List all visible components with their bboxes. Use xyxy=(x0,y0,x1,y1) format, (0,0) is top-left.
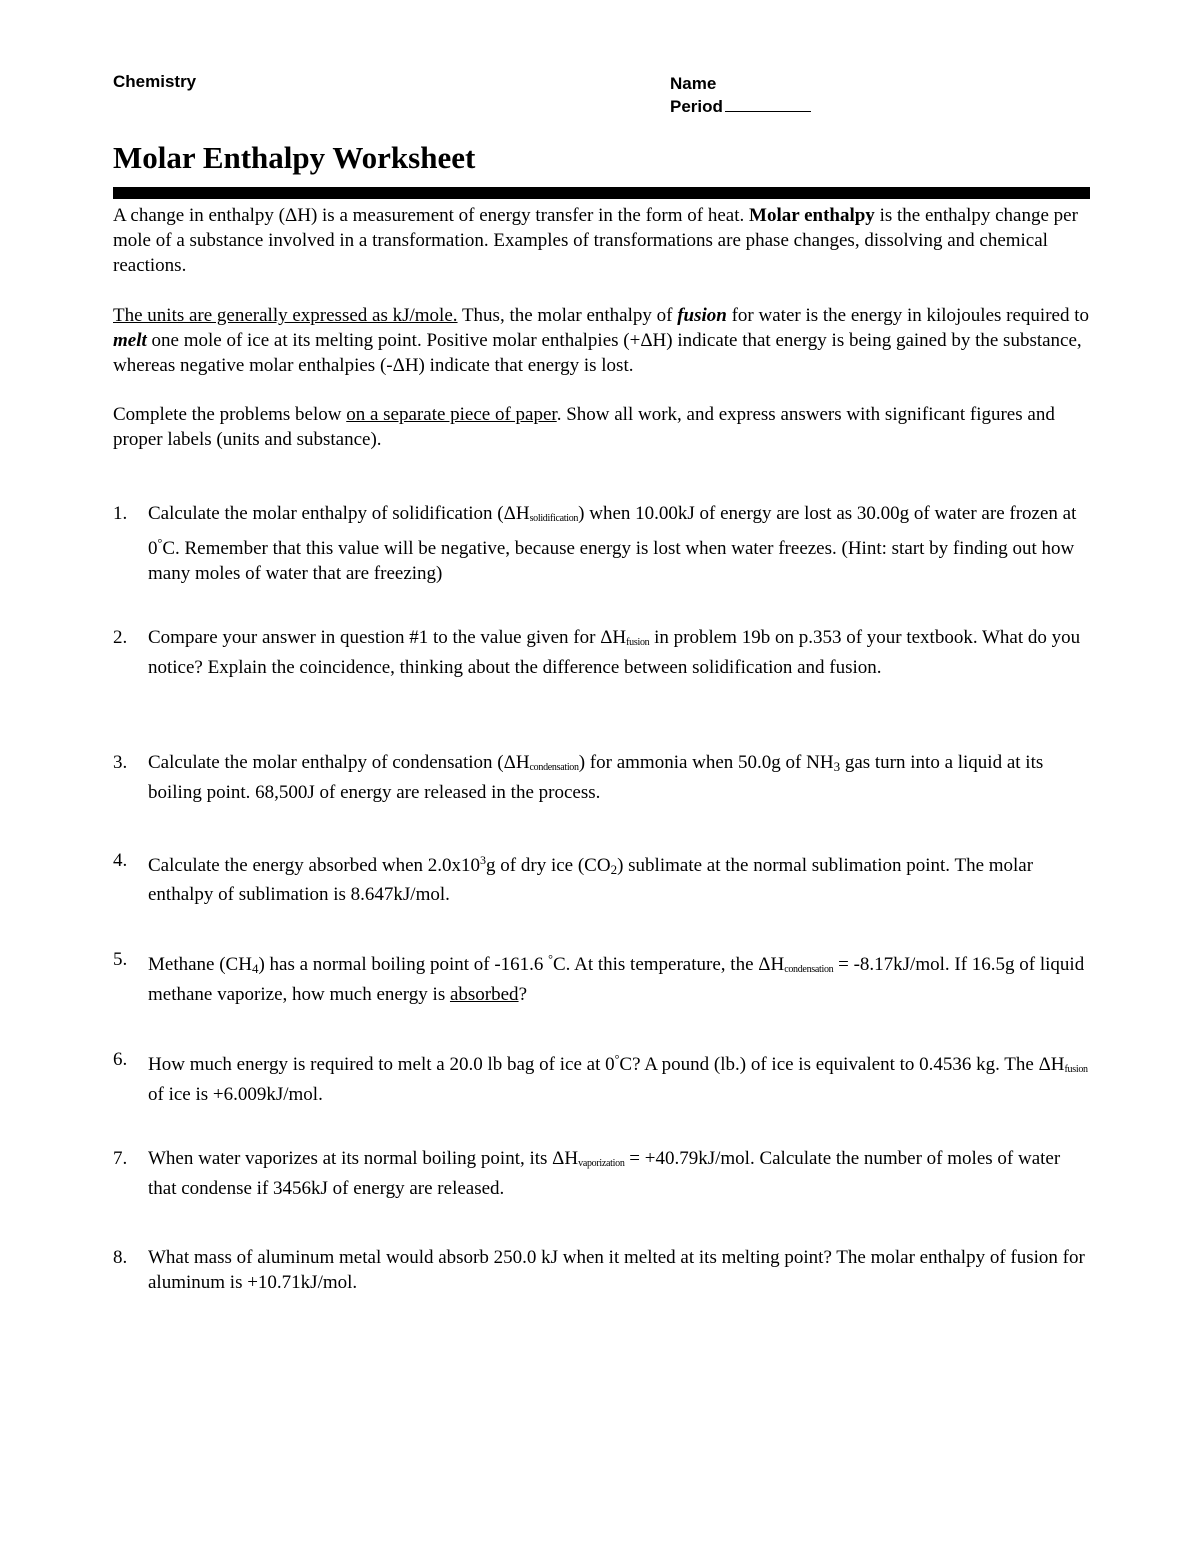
question-number: 7. xyxy=(113,1148,128,1169)
intro-paragraph-3: Complete the problems below on a separate piece of paper. Show all work, and express answers with significant figures and proper labels (units and substance). xyxy=(113,404,1055,450)
page-title: Molar Enthalpy Worksheet xyxy=(113,140,476,175)
question-number: 5. xyxy=(113,949,128,970)
question-number: 3. xyxy=(113,752,128,773)
subject-label: Chemistry xyxy=(113,72,197,91)
question-text: Calculate the energy absorbed when $2.0x10^3g$ of dry ice $(CO_2)$ sublimate at the normal sublimation point. The molar enthalpy of sublimation is 8.647kJ/mol. xyxy=(148,853,1034,905)
question-3 xyxy=(113,750,1088,805)
title-rule xyxy=(113,187,1090,199)
question-number: 8. xyxy=(113,1247,128,1268)
question-8 xyxy=(113,1245,1088,1295)
question-text: Methane $(CH_4)$ has a normal boiling point of -161.6 °C. At this temperature, the $\Delta H_{condensation} = -8.17kJ/mol$. If 16.5g of liquid methane vaporize, how much energy is absorbed? xyxy=(148,952,1085,1005)
absorbed-emphasis: absorbed xyxy=(449,984,519,1005)
question-6 xyxy=(113,1047,1088,1107)
question-5 xyxy=(113,947,1088,1007)
question-number: 1. xyxy=(113,503,128,524)
question-text: What mass of aluminum metal would absorb 250.0 kJ when it melted at its melting point? The molar enthalpy of fusion for aluminum is +10.71kJ/mol. xyxy=(148,1247,1085,1293)
question-text: Calculate the molar enthalpy of solidification $(\Delta H_{solidification})$ when 10.00kJ of energy are lost as 30.00g of water are frozen at 0°C. Remember that this value will be negative, because energy is lost when water freezes. (Hint: start by finding out how many moles of water that are freezing) xyxy=(148,503,1077,584)
separate-paper-note: on a separate piece of paper xyxy=(346,404,557,425)
question-2 xyxy=(113,625,1088,680)
question-text: Calculate the molar enthalpy of condensation $(\Delta H_{condensation})$ for ammonia when 50.0g of $NH_3$ gas turn into a liquid at its boiling point. 68,500J of energy are released in the process. xyxy=(148,752,1044,803)
fusion-term: fusion xyxy=(677,305,727,326)
question-7 xyxy=(113,1146,1088,1201)
question-number: 4. xyxy=(113,850,128,871)
period-line xyxy=(670,95,811,118)
question-text: How much energy is required to melt a 20.0 lb bag of ice at 0°C? A pound (lb.) of ice is equivalent to 0.4536 kg. The $\Delta H_{fusion}$ of ice is +6.009kJ/mol. xyxy=(148,1052,1088,1105)
melt-term: melt xyxy=(113,330,147,351)
question-1 xyxy=(113,501,1088,586)
question-text: When water vaporizes at its normal boiling point, its $\Delta H_{vaporization} = +40.79kJ/mol$. Calculate the number of moles of water that condense if 3456kJ of energy are released. xyxy=(148,1148,1061,1199)
period-label: Period xyxy=(670,97,723,116)
units-statement: The units are generally expressed as kJ/mole. xyxy=(113,305,458,326)
question-number: 2. xyxy=(113,627,128,648)
intro-paragraph-1: A change in enthalpy (ΔH) is a measurement of energy transfer in the form of heat. Molar enthalpy is the enthalpy change per mole of a substance involved in a transformation. Examples of transformations are phase changes, dissolving and chemical reactions. xyxy=(113,205,1078,276)
name-label: Name xyxy=(670,74,717,93)
molar-enthalpy-term: Molar enthalpy xyxy=(749,205,875,226)
intro-paragraph-2: The units are generally expressed as kJ/mole. Thus, the molar enthalpy of fusion for water is the energy in kilojoules required to melt one mole of ice at its melting point. Positive molar enthalpies (+ΔH) indicate that energy is being gained by the substance, whereas negative molar enthalpies (-ΔH) indicate that energy is lost. xyxy=(113,305,1089,376)
question-number: 6. xyxy=(113,1049,128,1070)
question-text: Compare your answer in question #1 to the value given for $\Delta H_{fusion}$ in problem 19b on p.353 of your textbook. What do you notice? Explain the coincidence, thinking about the difference between solidification and fusion. xyxy=(148,627,1081,678)
student-info xyxy=(670,72,811,118)
question-4 xyxy=(113,848,1088,907)
period-blank xyxy=(725,96,811,112)
